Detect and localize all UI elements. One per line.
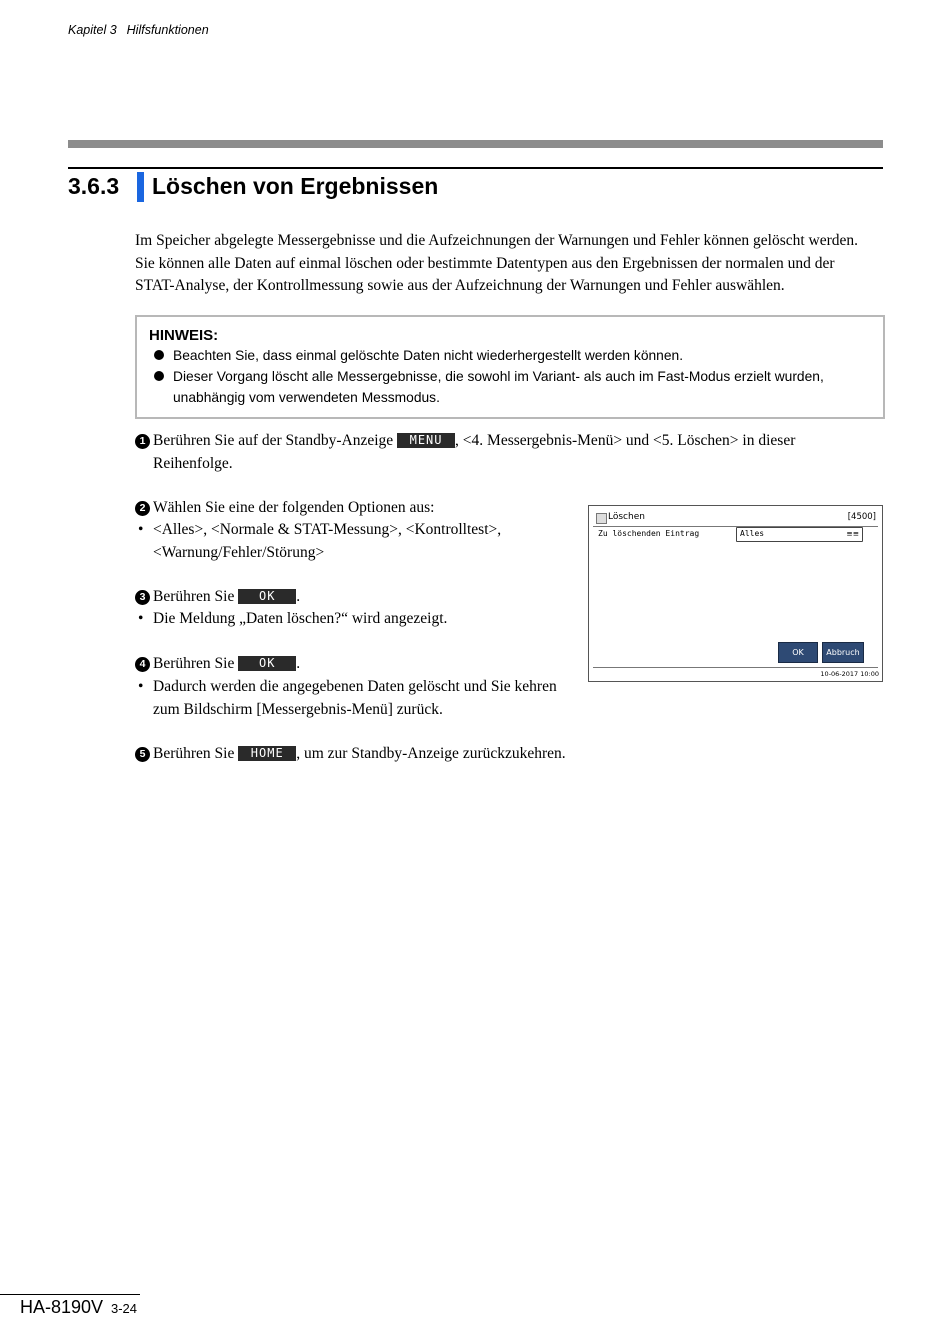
note-item [173, 345, 683, 366]
section-rule-gray [68, 140, 883, 148]
step-2-bullet [138, 519, 501, 564]
screen-code: [4500] [847, 512, 876, 522]
section-number: 3.6.3 [68, 173, 120, 199]
step-4-bullet [138, 676, 557, 721]
step-5 [135, 743, 566, 766]
delete-entry-select[interactable] [736, 527, 863, 542]
ok-key-label: OK [238, 589, 296, 604]
running-header [68, 23, 209, 37]
step-number-badge: 4 [135, 657, 150, 672]
section-rule-black [68, 167, 883, 169]
step-text: Berühren Sie auf der Standby-Anzeige [153, 432, 398, 449]
note-box [135, 315, 885, 419]
section-marker [137, 172, 144, 202]
step-text: Berühren Sie [153, 655, 239, 672]
footer-model: HA-8190V [20, 1297, 104, 1317]
bullet-text: Dadurch werden die angegebenen Daten gelöscht und Sie kehren [153, 678, 557, 695]
step-number-badge: 2 [135, 501, 150, 516]
home-key-label: HOME [238, 746, 296, 761]
step-text: , um zur Standby-Anzeige zurückzukehren. [296, 745, 566, 762]
bullet-dot-icon [154, 371, 164, 381]
footer-rule [0, 1294, 140, 1295]
screen-title-bar [593, 510, 878, 527]
intro-line: STAT-Analyse, der Kontrollmessung sowie aus der Aufzeichnung der Warnungen und Fehler auswählen. [135, 277, 785, 294]
step-number-badge: 3 [135, 590, 150, 605]
ok-button[interactable]: OK [778, 642, 818, 663]
screen-menu-icon [596, 513, 607, 524]
step-3 [135, 586, 300, 609]
device-screen-illustration [588, 505, 883, 682]
step-3-bullet [138, 608, 447, 631]
section-title: Löschen von Ergebnissen [152, 173, 439, 199]
intro-line: Sie können alle Daten auf einmal löschen oder bestimmte Datentypen aus den Ergebnissen der normalen und der [135, 254, 835, 272]
screen-datetime: 10-06-2017 10:00 [820, 670, 879, 678]
ok-key-label: OK [238, 656, 296, 671]
footer-page-number: 3-24 [111, 1301, 138, 1316]
bullet-dot-icon [154, 350, 164, 360]
intro-line: Im Speicher abgelegte Messergebnisse und die Aufzeichnungen der Warnungen und Fehler können gelöscht werden. [135, 232, 859, 249]
intro-paragraph [135, 230, 895, 298]
field-label: Zu löschenden Eintrag [598, 529, 700, 538]
bullet-text: zum Bildschirm [Messergebnis-Menü] zurück. [153, 700, 443, 718]
note-item [173, 366, 824, 408]
step-4 [135, 653, 300, 676]
step-text: . [296, 655, 301, 672]
step-text: , <4. Messergebnis-Menü> und <5. Löschen> in dieser [455, 432, 796, 449]
step-number-badge: 1 [135, 434, 150, 449]
bullet-text: Die Meldung „Daten löschen?“ wird angezeigt. [153, 610, 448, 627]
bullet-mark: • [138, 610, 144, 627]
note-item-text: unabhängig vom verwendeten Messmodus. [173, 390, 440, 405]
list-icon: ≡≡ [846, 529, 859, 538]
bullet-mark: • [138, 521, 144, 538]
step-text: Berühren Sie [153, 745, 239, 762]
step-text: Wählen Sie eine der folgenden Optionen aus: [153, 499, 435, 516]
chapter-title: Hilfsfunktionen [126, 23, 209, 37]
step-1 [135, 430, 795, 475]
menu-key-label: MENU [397, 433, 455, 448]
bullet-text: <Warnung/Fehler/Störung> [153, 543, 325, 561]
chapter-number: Kapitel 3 [68, 23, 117, 37]
note-item-text: Beachten Sie, dass einmal gelöschte Daten nicht wiederhergestellt werden können. [173, 348, 684, 363]
cancel-button[interactable]: Abbruch [822, 642, 864, 663]
note-item-text: Dieser Vorgang löscht alle Messergebnisse, die sowohl im Variant- als auch im Fast-Modus erzielt wurden, [173, 369, 824, 384]
step-text: Reihenfolge. [153, 454, 233, 472]
select-value: Alles [740, 529, 765, 538]
step-number-badge: 5 [135, 747, 150, 762]
screen-title: Löschen [608, 512, 645, 522]
step-2 [135, 497, 435, 520]
step-text: . [296, 588, 301, 605]
step-text: Berühren Sie [153, 588, 239, 605]
screen-separator [593, 667, 878, 668]
bullet-text: <Alles>, <Normale & STAT-Messung>, <Kontrolltest>, [153, 521, 502, 538]
note-title: HINWEIS: [149, 327, 219, 344]
bullet-mark: • [138, 678, 144, 695]
